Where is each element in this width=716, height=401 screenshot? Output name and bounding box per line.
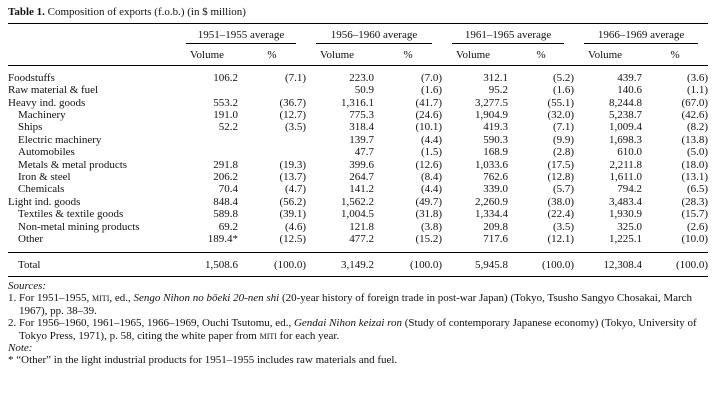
- table-row: [8, 233, 708, 245]
- table-cell: 189.4*: [207, 233, 238, 246]
- percent-header: %: [238, 47, 306, 65]
- table-row: [8, 134, 708, 146]
- table-cell: (15.7): [681, 208, 709, 221]
- table-cell: 3,277.5: [475, 96, 509, 109]
- table-cell: (13.8): [681, 133, 709, 146]
- row-label: Foodstuffs: [8, 71, 55, 84]
- period-header-row: [8, 24, 708, 48]
- percent-header: %: [508, 47, 574, 65]
- subheader-row: [8, 47, 708, 65]
- row-label: Raw material & fuel: [8, 84, 99, 97]
- table-cell: (1.1): [686, 84, 709, 97]
- table-cell: (49.7): [415, 195, 443, 208]
- table-cell: [176, 134, 238, 146]
- period-header: 1961–1965 average: [442, 24, 574, 48]
- table-cell: (18.0): [681, 158, 709, 171]
- table-cell: (24.6): [415, 109, 443, 122]
- table-cell: (9.9): [552, 133, 575, 146]
- table-cell: (10.0): [681, 233, 709, 246]
- table-cell: 1,009.4: [609, 121, 643, 134]
- table-cell: 8,244.8: [609, 96, 643, 109]
- total-label: Total: [8, 252, 176, 276]
- table-cell: 775.3: [349, 109, 375, 122]
- table-cell: [238, 146, 306, 158]
- table-cell: 1,562.2: [341, 195, 375, 208]
- table-row: [8, 159, 708, 171]
- exports-table: [8, 23, 708, 277]
- table-cell: 264.7: [349, 171, 375, 184]
- table-cell: [176, 146, 238, 158]
- table-cell: (6.5): [686, 183, 709, 196]
- table-cell: (3.6): [686, 71, 709, 84]
- table-cell: 1,904.9: [475, 109, 509, 122]
- table-cell: [238, 84, 306, 96]
- table-cell: (13.7): [279, 171, 307, 184]
- table-cell: (4.6): [284, 220, 307, 233]
- table-cell: 2,211.8: [609, 158, 643, 171]
- table-cell: (67.0): [681, 96, 709, 109]
- table-cell: 1,698.3: [609, 133, 643, 146]
- table-cell: (3.5): [284, 121, 307, 134]
- table-cell: (1.6): [420, 84, 443, 97]
- note-number: 1.: [8, 292, 17, 305]
- note-heading: Note:: [8, 341, 33, 354]
- table-cell: (1.5): [420, 146, 443, 159]
- table-cell: 399.6: [349, 158, 375, 171]
- source-note: 1. For 1951–1955, miti, ed., Sengo Nihon no bōeki 20-nen shi (20-year history of foreign trade in post-war Japan) (Tokyo, Tsusho Sangyo Chosakai, March 1967), pp. 38–39.: [8, 292, 693, 317]
- table-cell: (2.6): [686, 220, 709, 233]
- volume-header: Volume: [306, 47, 374, 65]
- table-cell: (1.6): [552, 84, 575, 97]
- table-cell: 312.1: [483, 71, 509, 84]
- table-cell: (100.0): [508, 252, 574, 276]
- table-row: [8, 171, 708, 183]
- table-cell: 477.2: [349, 233, 375, 246]
- table-cell: (41.7): [415, 96, 443, 109]
- note-number: 2.: [8, 317, 17, 330]
- org-abbrev: miti: [92, 292, 110, 305]
- table-cell: 1,316.1: [341, 96, 375, 109]
- table-cell: 325.0: [617, 220, 643, 233]
- period-header: 1956–1960 average: [306, 24, 442, 48]
- table-cell: 339.0: [483, 183, 509, 196]
- row-label: Automobiles: [18, 146, 75, 159]
- table-cell: (12.7): [279, 109, 307, 122]
- table-title: Composition of exports (f.o.b.) (in $ million): [47, 6, 246, 18]
- table-cell: 2,260.9: [475, 195, 509, 208]
- table-cell: (15.2): [415, 233, 443, 246]
- table-cell: 121.8: [349, 220, 375, 233]
- table-cell: (32.0): [547, 109, 575, 122]
- table-cell: 52.2: [218, 121, 238, 134]
- table-cell: 848.4: [213, 195, 238, 208]
- table-row: [8, 183, 708, 195]
- table-cell: 106.2: [213, 71, 238, 84]
- volume-header: Volume: [574, 47, 642, 65]
- row-label: Textiles & textile goods: [18, 208, 124, 221]
- table-cell: 1,225.1: [609, 233, 643, 246]
- table-row: [8, 196, 708, 208]
- volume-header: Volume: [176, 47, 238, 65]
- row-label: Machinery: [18, 109, 66, 122]
- table-cell: (100.0): [374, 252, 442, 276]
- row-label: Metals & metal products: [18, 158, 128, 171]
- table-cell: (8.4): [420, 171, 443, 184]
- percent-header: %: [642, 47, 708, 65]
- table-row: [8, 208, 708, 220]
- table-cell: (2.8): [552, 146, 575, 159]
- row-label: Non-metal mining products: [18, 220, 140, 233]
- table-cell: (100.0): [238, 252, 306, 276]
- table-cell: 168.9: [483, 146, 509, 159]
- percent-header: %: [374, 47, 442, 65]
- table-row: [8, 84, 708, 96]
- row-label: Light ind. goods: [8, 195, 81, 208]
- table-cell: 419.3: [483, 121, 509, 134]
- row-label: Iron & steel: [18, 171, 71, 184]
- table-cell: (12.6): [415, 158, 443, 171]
- table-cell: (7.0): [420, 71, 443, 84]
- table-cell: (12.1): [547, 233, 575, 246]
- table-cell: 291.8: [213, 158, 238, 171]
- table-cell: 5,238.7: [609, 109, 643, 122]
- table-cell: [176, 84, 238, 96]
- table-cell: (36.7): [279, 96, 307, 109]
- table-cell: 762.6: [483, 171, 509, 184]
- row-label: Ships: [18, 121, 43, 134]
- table-cell: 318.4: [349, 121, 375, 134]
- row-label: Other: [18, 233, 44, 246]
- table-cell: 717.6: [483, 233, 509, 246]
- source-title: Sengo Nihon no bōeki 20-nen shi: [133, 292, 280, 305]
- table-cell: (22.4): [547, 208, 575, 221]
- table-cell: 1,004.5: [341, 208, 375, 221]
- table-cell: 69.2: [218, 220, 238, 233]
- row-label: Electric machinery: [18, 133, 102, 146]
- table-cell: 439.7: [617, 71, 643, 84]
- table-cell: (5.0): [686, 146, 709, 159]
- table-row: [8, 221, 708, 233]
- table-cell: 1,611.0: [609, 171, 643, 184]
- table-cell: (39.1): [279, 208, 307, 221]
- table-cell: 141.2: [349, 183, 375, 196]
- table-cell: 209.8: [483, 220, 509, 233]
- table-cell: (7.1): [284, 71, 307, 84]
- table-cell: 12,308.4: [574, 252, 642, 276]
- table-cell: 610.0: [617, 146, 643, 159]
- table-cell: 590.3: [483, 133, 509, 146]
- table-cell: (4.7): [284, 183, 307, 196]
- table-cell: (7.1): [552, 121, 575, 134]
- table-cell: 3,483.4: [609, 195, 643, 208]
- table-cell: 95.2: [488, 84, 509, 97]
- table-cell: 70.4: [218, 183, 238, 196]
- total-row: [8, 252, 708, 276]
- table-row: [8, 121, 708, 133]
- table-cell: (4.4): [420, 183, 443, 196]
- table-cell: 223.0: [349, 71, 375, 84]
- table-cell: (3.8): [420, 220, 443, 233]
- org-abbrev: miti: [259, 329, 277, 342]
- table-cell: (13.1): [681, 171, 709, 184]
- source-title: Gendai Nihon keizai ron: [293, 317, 403, 330]
- table-cell: (12.5): [279, 233, 307, 246]
- table-cell: 1,033.6: [475, 158, 509, 171]
- table-cell: 1,334.4: [475, 208, 509, 221]
- sources-heading: Sources:: [8, 279, 47, 292]
- table-cell: 206.2: [213, 171, 238, 184]
- table-caption: [8, 6, 708, 19]
- table-cell: (31.8): [415, 208, 443, 221]
- table-cell: 1,930.9: [609, 208, 643, 221]
- table-cell: (8.2): [686, 121, 709, 134]
- table-label: Table 1.: [8, 6, 45, 18]
- period-header: 1951–1955 average: [176, 24, 306, 48]
- table-cell: 139.7: [349, 133, 375, 146]
- table-cell: 191.0: [213, 109, 238, 122]
- source-note: 2. For 1956–1960, 1961–1965, 1966–1969, Ouchi Tsutomu, ed., Gendai Nihon keizai ron (Study of contemporary Japanese economy) (Tokyo, University of Tokyo Press, 1971), p. 58, citing the white paper from miti for each year.: [8, 317, 697, 342]
- table-cell: 589.8: [213, 208, 238, 221]
- period-header: 1966–1969 average: [574, 24, 708, 48]
- table-cell: [238, 134, 306, 146]
- table-cell: 1,508.6: [176, 252, 238, 276]
- table-row: [8, 146, 708, 158]
- table-cell: (5.7): [552, 183, 575, 196]
- table-cell: 553.2: [213, 96, 238, 109]
- table-notes: [8, 280, 708, 367]
- table-cell: (12.8): [547, 171, 575, 184]
- table-body: [8, 65, 708, 245]
- table-row: [8, 109, 708, 121]
- table-cell: (19.3): [279, 158, 307, 171]
- table-cell: 50.9: [354, 84, 375, 97]
- table-cell: (56.2): [279, 195, 307, 208]
- table-cell: 794.2: [617, 183, 643, 196]
- table-cell: (38.0): [547, 195, 575, 208]
- table-cell: 140.6: [617, 84, 643, 97]
- table-row: [8, 72, 708, 84]
- table-cell: (4.4): [420, 133, 443, 146]
- table-cell: 47.7: [354, 146, 375, 159]
- table-row: [8, 97, 708, 109]
- row-label: Chemicals: [18, 183, 65, 196]
- table-cell: 5,945.8: [442, 252, 508, 276]
- table-cell: (10.1): [415, 121, 443, 134]
- table-cell: (17.5): [547, 158, 575, 171]
- table-cell: (5.2): [552, 71, 575, 84]
- table-cell: (55.1): [547, 96, 575, 109]
- table-cell: (3.5): [552, 220, 575, 233]
- table-cell: (28.3): [681, 195, 709, 208]
- volume-header: Volume: [442, 47, 508, 65]
- table-cell: 3,149.2: [306, 252, 374, 276]
- row-label: Heavy ind. goods: [8, 96, 86, 109]
- table-cell: (100.0): [642, 252, 708, 276]
- footnote: * “Other” in the light industrial products for 1951–1955 includes raw materials and fuel.: [8, 354, 398, 367]
- table-cell: (42.6): [681, 109, 709, 122]
